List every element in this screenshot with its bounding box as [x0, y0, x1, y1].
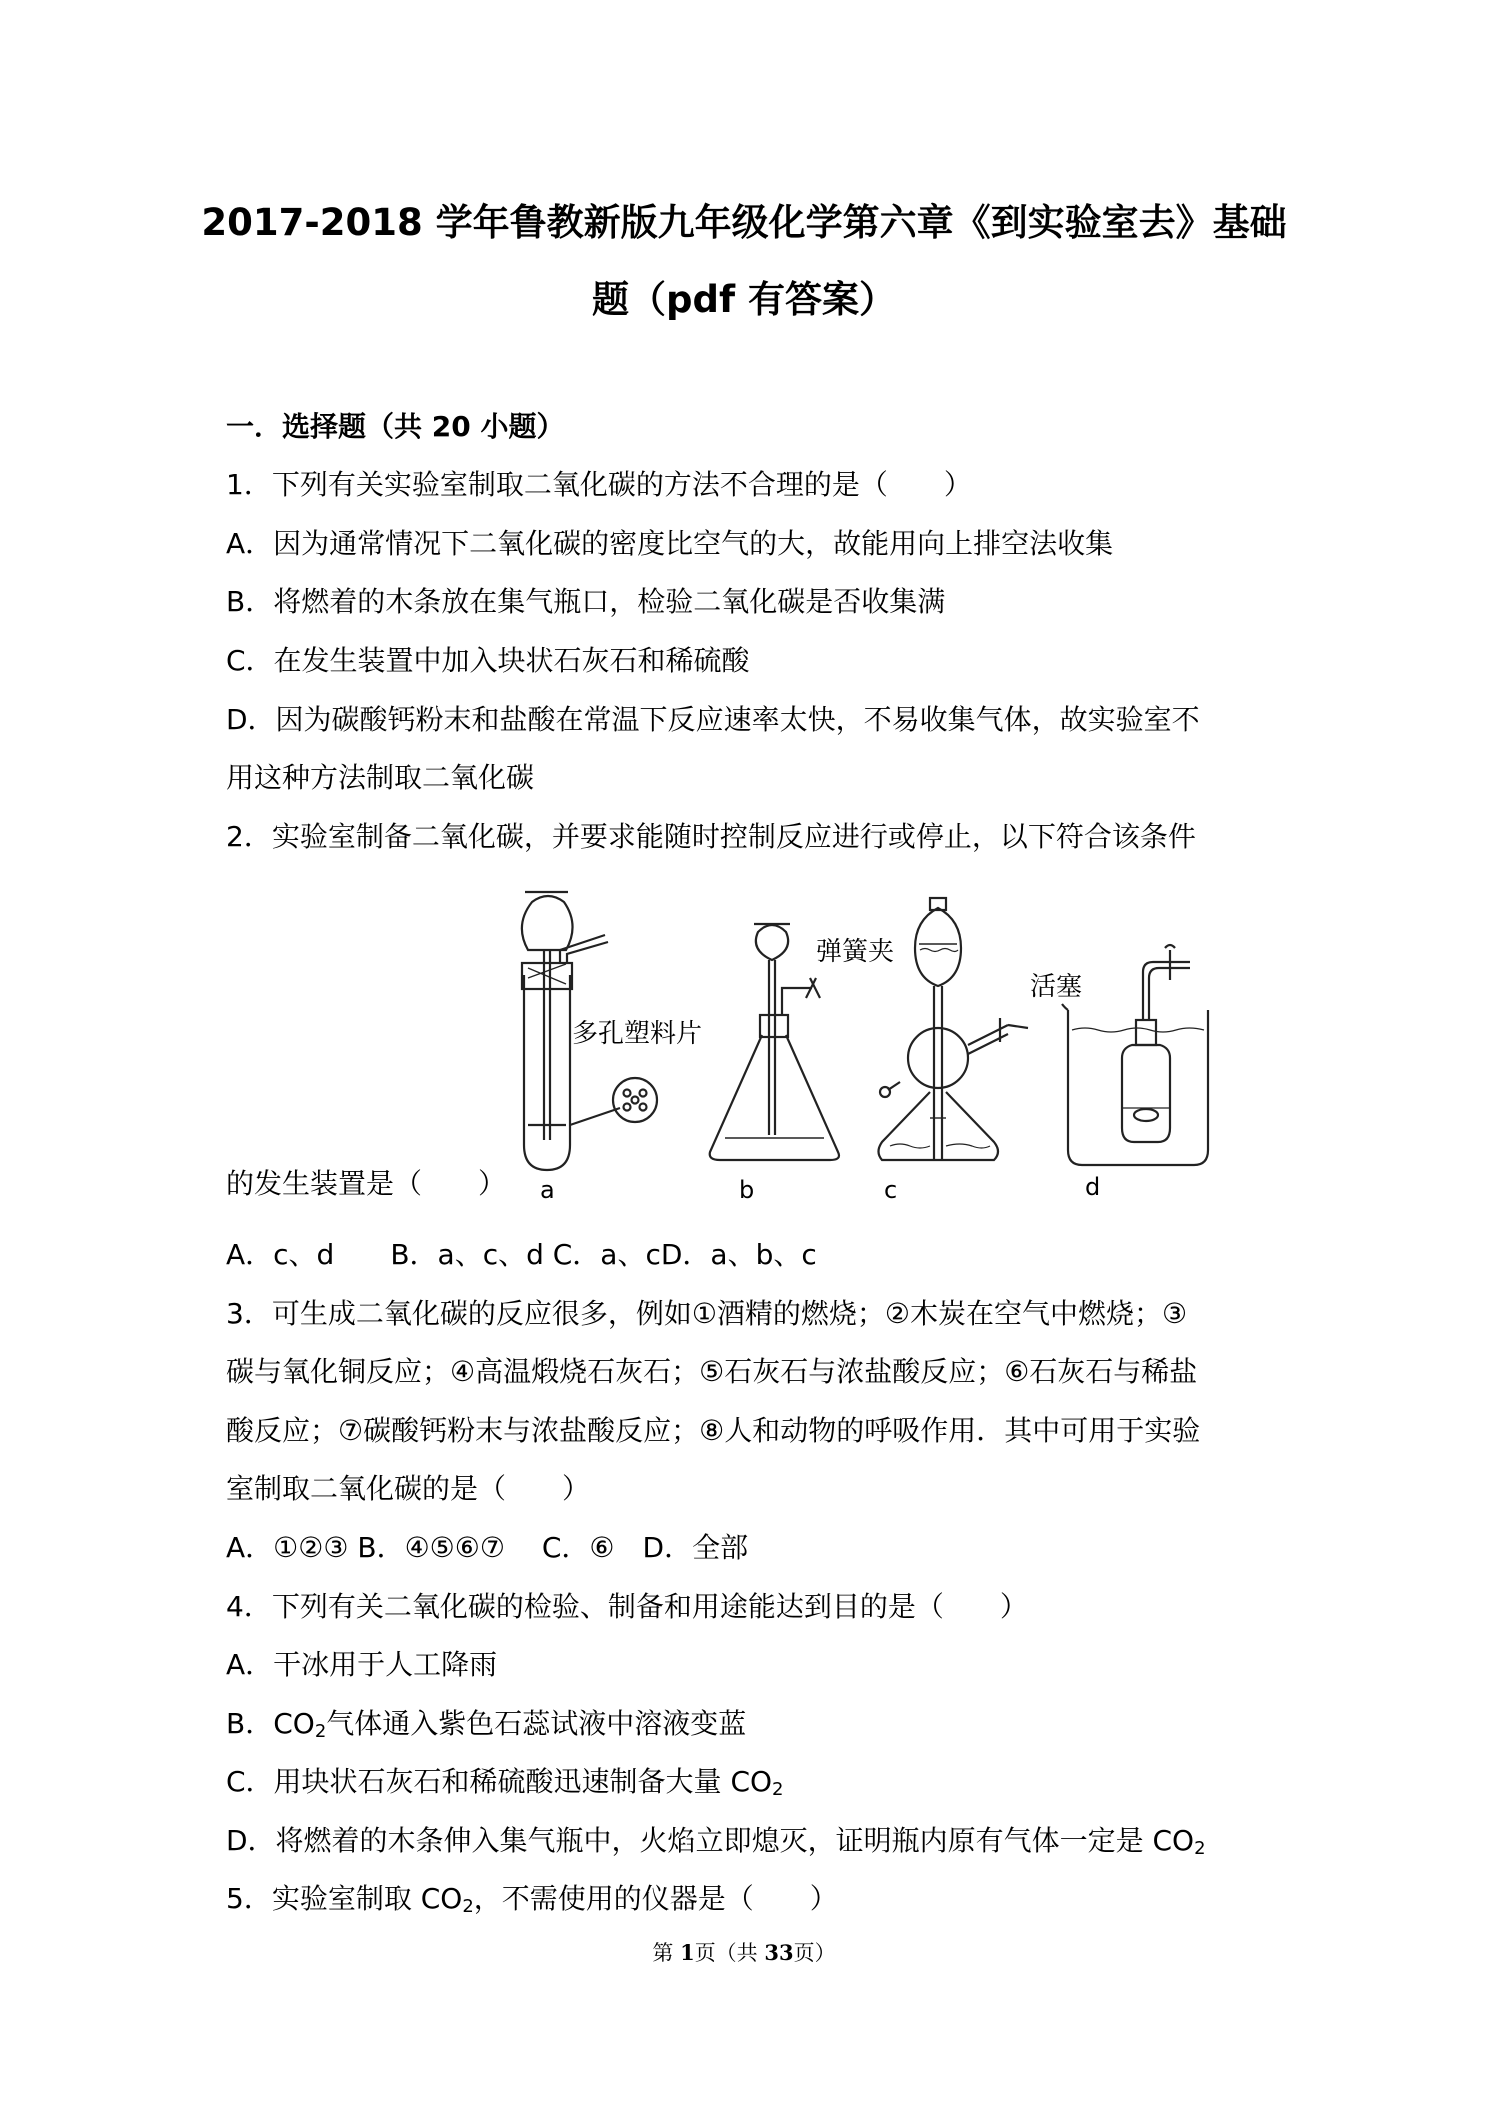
- label-porous-plastic: 多孔塑料片: [572, 1019, 703, 1049]
- label-b: b: [739, 1176, 755, 1204]
- label-c: c: [884, 1176, 898, 1204]
- q3-stem-3: 酸反应；⑦碳酸钙粉末与浓盐酸反应；⑧人和动物的呼吸作用．其中可用于实验: [226, 1414, 1201, 1447]
- q1-option-c: C．在发生装置中加入块状石灰石和稀硫酸: [226, 644, 750, 677]
- page-footer: 第 1页（共 33页）: [652, 1940, 836, 1965]
- q2-stem: 2．实验室制备二氧化碳，并要求能随时控制反应进行或停止，以下符合该条件: [226, 820, 1196, 853]
- q4-option-a: A．干冰用于人工降雨: [226, 1648, 498, 1681]
- apparatus-figure: [510, 880, 1280, 1205]
- label-spring-clamp: 弹簧夹: [816, 937, 895, 967]
- q4-option-d: D．将燃着的木条伸入集气瓶中，火焰立即熄灭，证明瓶内原有气体一定是 $CO_2$: [226, 1824, 1206, 1859]
- label-d: d: [1085, 1173, 1101, 1201]
- q3-options: A．①②③ B．④⑤⑥⑦ C．⑥ D．全部: [226, 1531, 749, 1564]
- q4-option-c: C．用块状石灰石和稀硫酸迅速制备大量 $CO_2$: [226, 1765, 784, 1800]
- apparatus-d: [1062, 945, 1208, 1165]
- q5-stem: 5．实验室制取 $CO_2$，不需使用的仪器是（ ）: [226, 1882, 838, 1917]
- label-stopcock: 活塞: [1030, 972, 1083, 1002]
- q1-option-a: A．因为通常情况下二氧化碳的密度比空气的大，故能用向上排空法收集: [226, 527, 1114, 560]
- apparatus-c: [879, 898, 1029, 1160]
- q3-stem: 3．可生成二氧化碳的反应很多，例如①酒精的燃烧；②木炭在空气中燃烧；③: [226, 1297, 1188, 1330]
- document-title-line2: 题（pdf 有答案）: [592, 278, 896, 321]
- q1-option-d: D．因为碳酸钙粉末和盐酸在常温下反应速率太快，不易收集气体，故实验室不: [226, 703, 1200, 736]
- q1-stem: 1．下列有关实验室制取二氧化碳的方法不合理的是（ ）: [226, 468, 972, 501]
- section-heading: 一．选择题（共 20 小题）: [226, 410, 565, 443]
- q3-stem-4: 室制取二氧化碳的是（ ）: [226, 1472, 591, 1505]
- label-a: a: [540, 1176, 555, 1204]
- q4-option-b: B．$CO_2$气体通入紫色石蕊试液中溶液变蓝: [226, 1707, 747, 1742]
- document-title-line1: 2017-2018 学年鲁教新版九年级化学第六章《到实验室去》基础: [201, 201, 1287, 244]
- q1-option-d-cont: 用这种方法制取二氧化碳: [226, 761, 535, 794]
- q1-option-b: B．将燃着的木条放在集气瓶口，检验二氧化碳是否收集满: [226, 585, 946, 618]
- q2-options: A．c、d B．a、c、d C．a、cD．a、b、c: [226, 1238, 817, 1271]
- q2-stem-cont: 的发生装置是（ ）: [226, 1167, 507, 1200]
- q3-stem-2: 碳与氧化铜反应；④高温煅烧石灰石；⑤石灰石与浓盐酸反应；⑥石灰石与稀盐: [226, 1355, 1198, 1388]
- q4-stem: 4．下列有关二氧化碳的检验、制备和用途能达到目的是（ ）: [226, 1590, 1028, 1623]
